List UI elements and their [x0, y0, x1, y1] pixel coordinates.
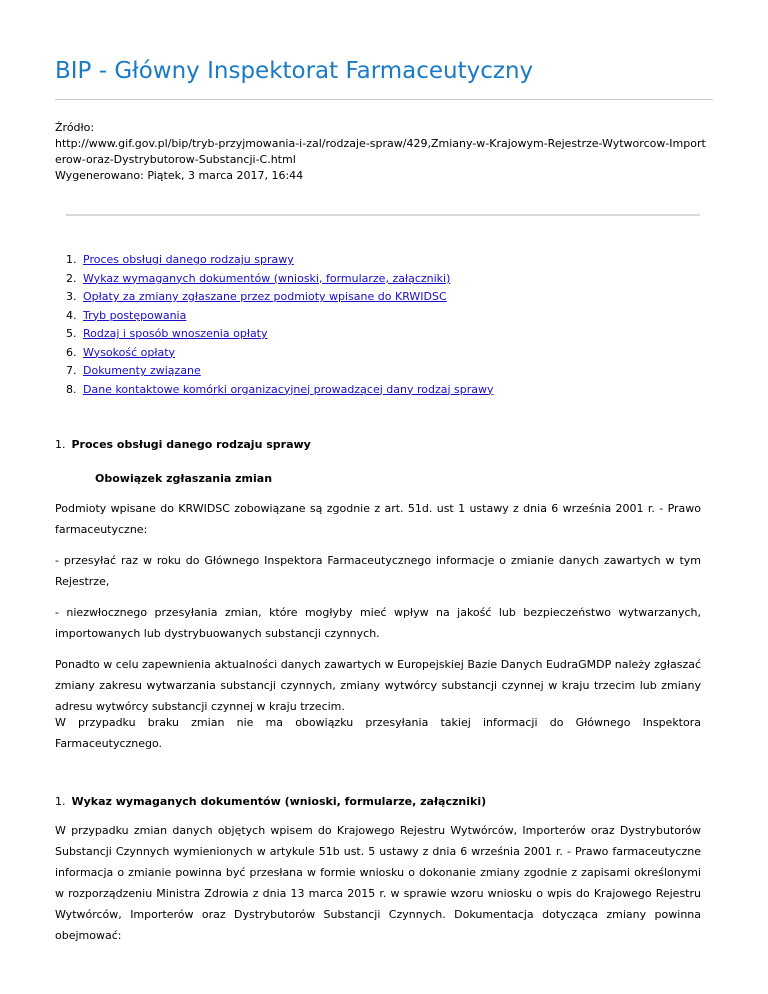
- toc-number: 1.: [66, 253, 77, 266]
- toc-number: 4.: [66, 308, 77, 322]
- section-heading-process: [55, 438, 311, 451]
- source-url-line-2: erow-oraz-Dystrybutorow-Substancji-C.html: [55, 153, 296, 166]
- toc-link-fees-for-changes[interactable]: Opłaty za zmiany zgłaszane przez podmioty wpisane do KRWIDSC: [83, 290, 447, 303]
- generated-date: Wygenerowano: Piątek, 3 marca 2017, 16:44: [55, 169, 304, 182]
- toc-item: [66, 307, 494, 326]
- paragraph: Ponadto w celu zapewnienia aktualności danych zawartych w Europejskiej Bazie Danych EudraGMDP należy zgłaszać zmiany zakresu wytwarzania substancji czynnych, zmiany wytwórcy substancji czynnej w kraju trzecim lub zmiany adresu wytwórcy substancji czynnej w kraju trzecim.: [55, 658, 701, 713]
- toc-link-fee-amount[interactable]: Wysokość opłaty: [83, 345, 176, 359]
- paragraph: - niezwłocznego przesyłania zmian, które mogłyby mieć wpływ na jakość lub bezpieczeństwo wytwarzanych, importowanych lub dystrybuowanych substancji czynnych.: [55, 606, 701, 640]
- paragraph: W przypadku braku zmian nie ma obowiązku przesyłania takiej informacji do Głównego Inspektora Farmaceutycznego.: [55, 716, 701, 750]
- toc-number: 8.: [66, 382, 77, 396]
- paragraph: W przypadku zmian danych objętych wpisem do Krajowego Rejestru Wytwórców, Importerów oraz Dystrybutorów Substancji Czynnych wymienionych w artykule 51b ust. 5 ustawy z dnia 6 września 2001 r. - Prawo farmaceutyczne informacja o zmianie powinna być przesłana w formie wniosku o dokonanie zmiany zgodnie z zapisami określonymi w rozporządzeniu Ministra Zdrowia z dnia 13 marca 2015 r. w sprawie wzoru wniosku o wpis do Krajowego Rejestru Wytwórców, Importerów oraz Dystrybutorów Substancji Czynnych. Dokumentacja dotycząca zmiany powinna obejmować:: [55, 824, 701, 942]
- section-title: Proces obsługi danego rodzaju sprawy: [71, 438, 311, 451]
- table-of-contents: [66, 251, 494, 399]
- toc-number: 5.: [66, 327, 77, 340]
- toc-item: [66, 270, 494, 289]
- section-title: Wykaz wymaganych dokumentów (wnioski, formularze, załączniki): [71, 795, 487, 808]
- toc-link-required-documents[interactable]: Wykaz wymaganych dokumentów (wnioski, formularze, załączniki): [83, 271, 451, 285]
- document-meta: [55, 120, 725, 184]
- section-heading-required-documents: [55, 795, 486, 808]
- header-divider: [55, 99, 713, 100]
- section-number: 1.: [55, 795, 66, 808]
- section-number: 1.: [55, 438, 66, 451]
- toc-number: 3.: [66, 290, 77, 303]
- paragraph: Podmioty wpisane do KRWIDSC zobowiązane są zgodnie z art. 51d. ust 1 ustawy z dnia 6 września 2001 r. - Prawo farmaceutyczne:: [55, 502, 701, 536]
- content-divider: [66, 214, 700, 216]
- toc-item: [66, 362, 494, 381]
- toc-link-contact-details[interactable]: Dane kontaktowe komórki organizacyjnej prowadzącej dany rodzaj sprawy: [83, 382, 494, 396]
- toc-item: [66, 344, 494, 363]
- toc-link-related-documents[interactable]: Dokumenty związane: [83, 364, 201, 377]
- toc-number: 7.: [66, 364, 77, 377]
- page-title: BIP - Główny Inspektorat Farmaceutyczny: [55, 58, 534, 84]
- subheading-reporting-obligation: Obowiązek zgłaszania zmian: [95, 472, 273, 485]
- toc-number: 6.: [66, 345, 77, 359]
- source-label: Źródło:: [55, 121, 95, 134]
- toc-item: [66, 288, 494, 307]
- toc-link-procedure[interactable]: Tryb postępowania: [83, 308, 187, 322]
- toc-item: [66, 381, 494, 400]
- toc-item: [66, 325, 494, 344]
- paragraph: - przesyłać raz w roku do Głównego Inspektora Farmaceutycznego informacje o zmianie danych zawartych w tym Rejestrze,: [55, 554, 701, 588]
- toc-number: 2.: [66, 271, 77, 285]
- toc-link-process[interactable]: Proces obsługi danego rodzaju sprawy: [83, 253, 294, 266]
- toc-link-payment-method[interactable]: Rodzaj i sposób wnoszenia opłaty: [83, 327, 268, 340]
- source-url-line-1: http://www.gif.gov.pl/bip/tryb-przyjmowania-i-zal/rodzaje-spraw/429,Zmiany-w-Krajowym-Rejestrze-Wytworcow-Import: [55, 137, 706, 150]
- toc-item: [66, 251, 494, 270]
